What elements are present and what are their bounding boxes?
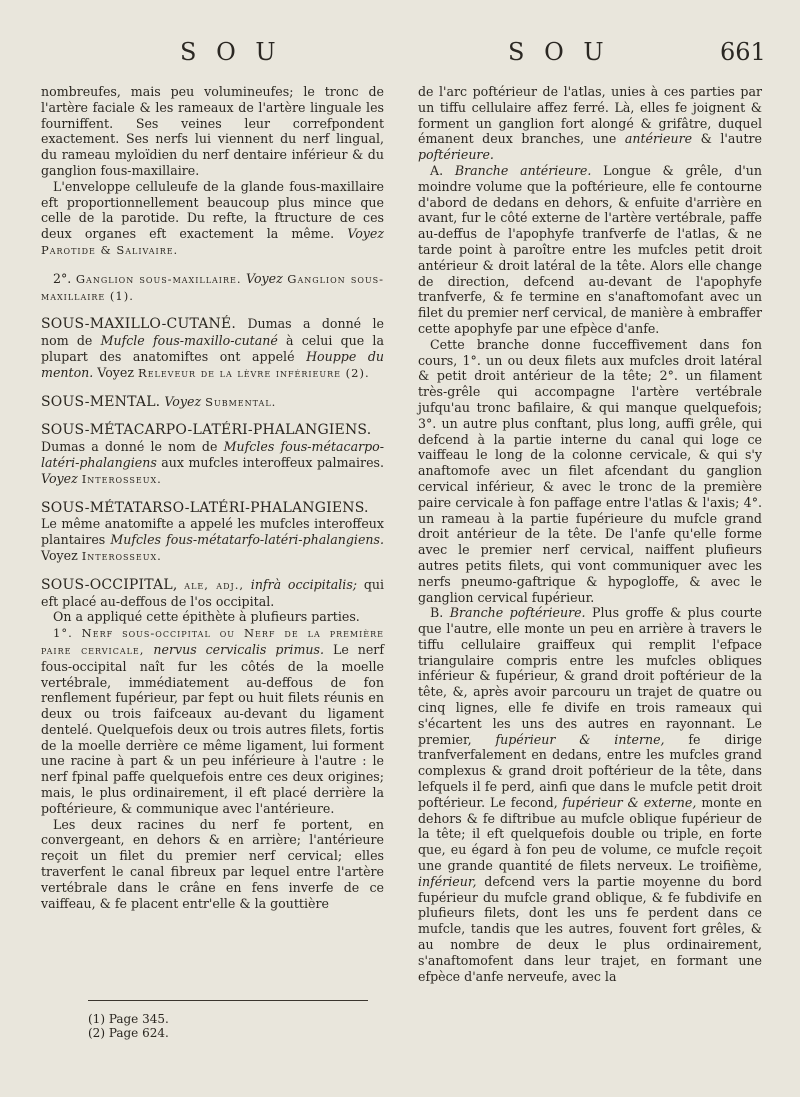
label: A. — [430, 162, 444, 178]
footnote-rule — [88, 1000, 368, 1001]
cross-reference[interactable]: Releveur de la lèvre inférieure (2). — [138, 365, 370, 380]
running-head-left: S O U — [180, 38, 282, 66]
dictionary-entry — [41, 394, 384, 411]
entry-headword: SOUS-MÉTATARSO-LATÉRI-PHALANGIENS. — [41, 499, 369, 516]
subheading: Branche poftérieure. — [449, 605, 586, 621]
term: poftérieure. — [418, 147, 494, 163]
paragraph: Cette branche donne fucceffivement dans fon cours, 1°. un ou deux filets aux mufcles droit latéral & petit droit antérieur de la tête; 2°. un filament très-grêle qui accompagne l'artère vertébrale jufqu'au tronc bafilaire, & qui manque quelquefois; 3°. un autre plus conftant, plus long, auffi grêle, qui defcend à la partie interne du canal qui loge ce vaiffeau le long de la colonne cervicale, & qui s'y anaftomofe avec un filet afcendant du ganglion cervical inférieur, & avec le tronc de la première paire cervicale à fon paffage entre l'atlas & l'axis; 4°. un rameau à la partie fupérieure du mufcle grand droit antérieur de la tête. De l'anfe qu'elle forme avec le premier nerf cervical, naiffent plufieurs autres petits filets, qui vont communiquer avec les nerfs pneumo-gaftrique & hypogloffe, & avec le ganglion cervical fupérieur. — [418, 336, 762, 605]
text: Longue & grêle, d'un moindre volume que la poftérieure, elle fe contourne d'abord de dedans en dehors, & enfuite d'arrière en avant, fur le côté externe de l'artère vertébrale, paffe au-deffus de l'apophyfe tranfverfe de l'atlas, & ne tarde point à paroître entre les mufcles petit droit antérieur & droit latéral de la tête. Alors elle change de direction, defcend au-devant de l'apophyfe tranfverfe, & fe termine en s'anaftomofant avec un filet du premier nerf cervical, de manière à embraffer cette apophyfe par une efpèce d'anfe. — [418, 162, 762, 336]
see-label: Voyez — [41, 470, 78, 486]
paragraph: On a appliqué cette épithète à plufieurs parties. — [53, 609, 360, 625]
entry-headword: SOUS-MAXILLO-CUTANÉ. — [41, 316, 237, 333]
text: Plus groffe & plus courte que l'autre, elle monte un peu en arrière à travers le tiffu cellulaire graiffeux qui remplit l'efpace triangulaire compris entre les mufcles obliques inférieur & fupérieur, & grand droit poftérieur de la tête, &, après avoir parcouru un trajet de quatre ou cinq lignes, elle fe divife en trois rameaux qui s'écartent les uns des autres en rayonnant. Le premier, — [418, 605, 763, 747]
label: B. — [430, 605, 444, 621]
cross-reference[interactable]: Interosseux. — [81, 471, 162, 486]
text: aux mufcles interoffeux palmaires. — [161, 454, 384, 470]
term: Mufcles fous-métatarfo-latéri-phalangiens. — [110, 532, 384, 548]
dictionary-entry — [41, 422, 384, 487]
term: fupérieur & externe, — [562, 794, 697, 810]
paragraph — [41, 271, 384, 305]
term: fupérieur & interne, — [495, 731, 665, 747]
entry-headword: SOUS-OCCIPITAL, — [41, 576, 178, 593]
number: 2°. — [53, 270, 72, 286]
cross-reference[interactable]: Parotide & Salivaire. — [41, 242, 179, 257]
text: monte en dehors & fe diftribue au mufcle oblique fupérieur de la tête; il eft quelquefois double ou triple, en forte que, eu égard à fon peu de volume, ce mufcle reçoit une grande quantité de filets nerveux. Le troifième, — [418, 794, 762, 874]
right-column — [418, 84, 762, 984]
text: L'enveloppe celluleufe de la glande fous-maxillaire eft proportionnellement beaucoup plus mince que celle de la parotide. Du refte, la ftructure de ces deux organes eft exactement la même. — [41, 178, 384, 242]
term: Mufcles fous-métacarpo-latéri-phalangiens — [41, 439, 384, 470]
text: de l'arc poftérieur de l'atlas, unies à ces parties par un tiffu cellulaire affez ferré. Là, elles fe joignent & forment un ganglion fort alongé & grifâtre, duquel émanent deux branches, une — [418, 84, 762, 147]
see-label: Voyez — [41, 547, 78, 563]
cross-reference[interactable]: Ganglion sous-maxillaire (1). — [41, 271, 384, 303]
text: Le nerf fous-occipital naît fur les côtés de la moelle vertébrale, immédiatement au-deffous de fon renflement fupérieur, par fept ou huit filets réunis en deux ou trois faifceaux au-devant du ligament dentelé. Quelquefois deux ou trois autres filets, fortis de la moelle derrière ce même ligament, lui forment une racine à part & un peu inférieure à l'autre : le nerf fpinal paffe quelquefois entre ces deux origines; mais, le plus ordinairement, il eft placé derrière la poftérieure, & communique avec l'antérieure. — [41, 641, 384, 816]
paragraph: Les deux racines du nerf fe portent, en convergeant, en dehors & en arrière; l'antérieure reçoit un filet du premier nerf cervical; elles traverfent le canal fibreux par lequel entre l'artère vertébrale dans le crâne en fens inverfe de ce vaiffeau, & fe placent entr'elle & la gouttière — [41, 816, 384, 911]
text: à celui que la plupart des anatomiftes ont appelé — [41, 333, 384, 364]
footnote: (2) Page 624. — [88, 1026, 169, 1040]
text: Dumas a donné le nom de — [41, 316, 384, 349]
see-label: Voyez — [164, 393, 202, 409]
term: inférieur, — [418, 873, 477, 889]
footnote: (1) Page 345. — [88, 1012, 169, 1026]
cross-reference[interactable]: Submental. — [205, 394, 277, 409]
paragraph — [41, 179, 384, 259]
text: qui eft placé au-deffous de l'os occipital. — [41, 576, 385, 609]
paragraph — [418, 163, 762, 337]
dictionary-entry — [41, 316, 384, 381]
see-label: Voyez — [97, 364, 135, 380]
dictionary-entry — [41, 500, 384, 565]
dictionary-entry — [41, 577, 384, 610]
term: nervus cervicalis primus. — [153, 641, 324, 657]
term: Houppe du menton. — [41, 348, 384, 380]
term: infrà occipitalis; — [250, 576, 358, 592]
cross-reference[interactable]: Interosseux. — [81, 548, 162, 563]
paragraph: nombreufes, mais peu volumineufes; le tronc de l'artère faciale & les rameaux de l'artère linguale les fourniffent. Ses veines leur correfpondent exactement. Ses nerfs lui viennent du nerf lingual, du rameau myloïdien du nerf dentaire inférieur & du ganglion fous-maxillaire. — [41, 84, 384, 178]
text: defcend vers la partie moyenne du bord fupérieur du mufcle grand oblique, & fe fubdivife en plufieurs filets, dont les uns fe perdent dans ce mufcle, tandis que les autres, fouvent fort grêles, & au nombre de deux le plus ordinairement, s'anaftomofent dans leur trajet, en formant une efpèce d'anfe nerveufe, avec la — [418, 873, 762, 984]
see-label: Voyez — [246, 270, 283, 286]
text: Dumas a donné le nom de — [41, 439, 218, 455]
subheading: 1°. Nerf sous-occipital ou Nerf de la première paire cervicale, — [41, 626, 384, 657]
page-number: 661 — [720, 38, 766, 66]
text: & l'autre — [700, 131, 762, 147]
subheading: Branche antérieure. — [454, 162, 592, 178]
paragraph — [418, 84, 762, 163]
entry-headword: SOUS-MENTAL. — [41, 393, 161, 410]
running-head-right: S O U — [508, 38, 610, 66]
text: fe dirige tranfverfalement en dedans, entre les mufcles grand complexus & grand droit poftérieur de la tête, dans lefquels il fe perd, ainfi que dans le mufcle petit droit poftérieur. Le fecond, — [418, 731, 763, 810]
term: Mufcle fous-maxillo-cutané — [100, 333, 278, 349]
entry-headword: SOUS-MÉTACARPO-LATÉRI-PHALANGIENS. — [41, 422, 372, 439]
text: Le même anatomifte a appelé les mufcles interoffeux plantaires — [41, 516, 384, 548]
paragraph — [418, 605, 762, 984]
grammar-label: ale, adj., — [184, 577, 245, 592]
left-column — [41, 84, 384, 911]
term: antérieure — [624, 131, 693, 147]
subheading: Ganglion sous-maxillaire. — [75, 271, 242, 286]
see-label: Voyez — [347, 226, 384, 242]
paragraph — [41, 625, 384, 817]
